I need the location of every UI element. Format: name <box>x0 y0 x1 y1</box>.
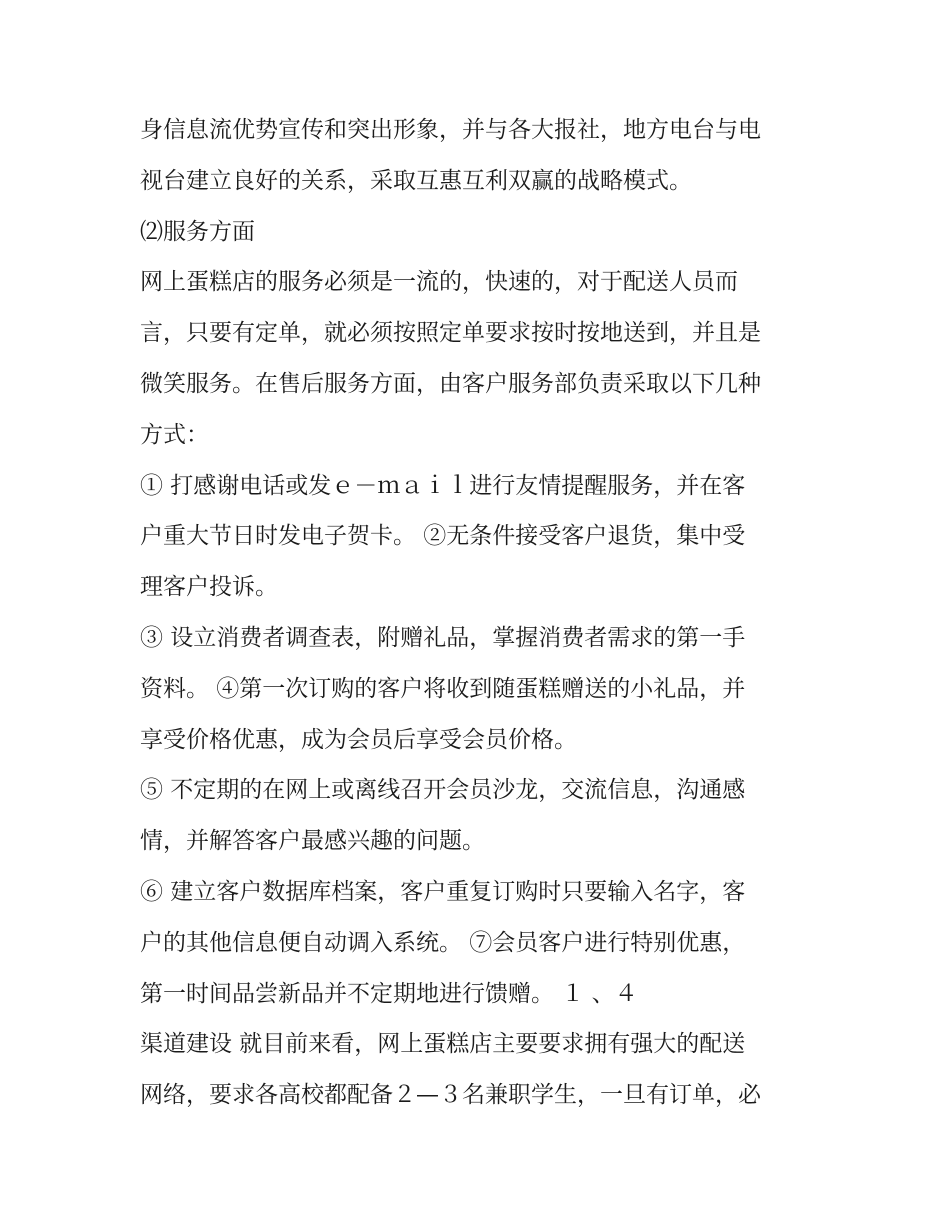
section-heading: ⑵服务方面 <box>140 218 255 245</box>
text-line: 视台建立良好的关系，采取互惠互利双赢的战略模式。 <box>140 167 692 194</box>
list-item: ⑥ 建立客户数据库档案，客户重复订购时只要输入名字，客 <box>140 878 746 905</box>
text-line: 第一时间品尝新品并不定期地进行馈赠。 １ 、４ <box>140 980 638 1007</box>
text-line: 情，并解答客户最感兴趣的问题。 <box>140 828 485 855</box>
text-line: 户重大节日时发电子贺卡。 ②无条件接受客户退货，集中受 <box>140 523 746 550</box>
text-line: 方式： <box>140 421 209 448</box>
text-line: 身信息流优势宣传和突出形象，并与各大报社，地方电台与电 <box>140 117 761 143</box>
text-line: 网络，要求各高校都配备２—３名兼职学生，一旦有订单，必 <box>140 1082 761 1109</box>
list-item: ③ 设立消费者调查表，附赠礼品，掌握消费者需求的第一手 <box>140 624 746 651</box>
text-line: 网上蛋糕店的服务必须是一流的，快速的，对于配送人员而 <box>140 269 738 296</box>
text-line: 渠道建设 就目前来看，网上蛋糕店主要要求拥有强大的配送 <box>140 1031 746 1058</box>
text-line: 户的其他信息便自动调入系统。 ⑦会员客户进行特别优惠， <box>140 929 746 956</box>
text-line: 理客户投诉。 <box>140 574 278 601</box>
text-line: 享受价格优惠，成为会员后享受会员价格。 <box>140 726 577 753</box>
list-item: ⑤ 不定期的在网上或离线召开会员沙龙，交流信息，沟通感 <box>140 777 746 804</box>
text-line: 微笑服务。在售后服务方面，由客户服务部负责采取以下几种 <box>140 370 761 397</box>
text-line: 言，只要有定单，就必须按照定单要求按时按地送到，并且是 <box>140 320 761 347</box>
list-item: ① 打感谢电话或发ｅ－ｍａｉｌ进行友情提醒服务，并在客 <box>140 472 746 499</box>
text-line: 资料。 ④第一次订购的客户将收到随蛋糕赠送的小礼品，并 <box>140 675 746 702</box>
body-text <box>140 112 820 1128</box>
